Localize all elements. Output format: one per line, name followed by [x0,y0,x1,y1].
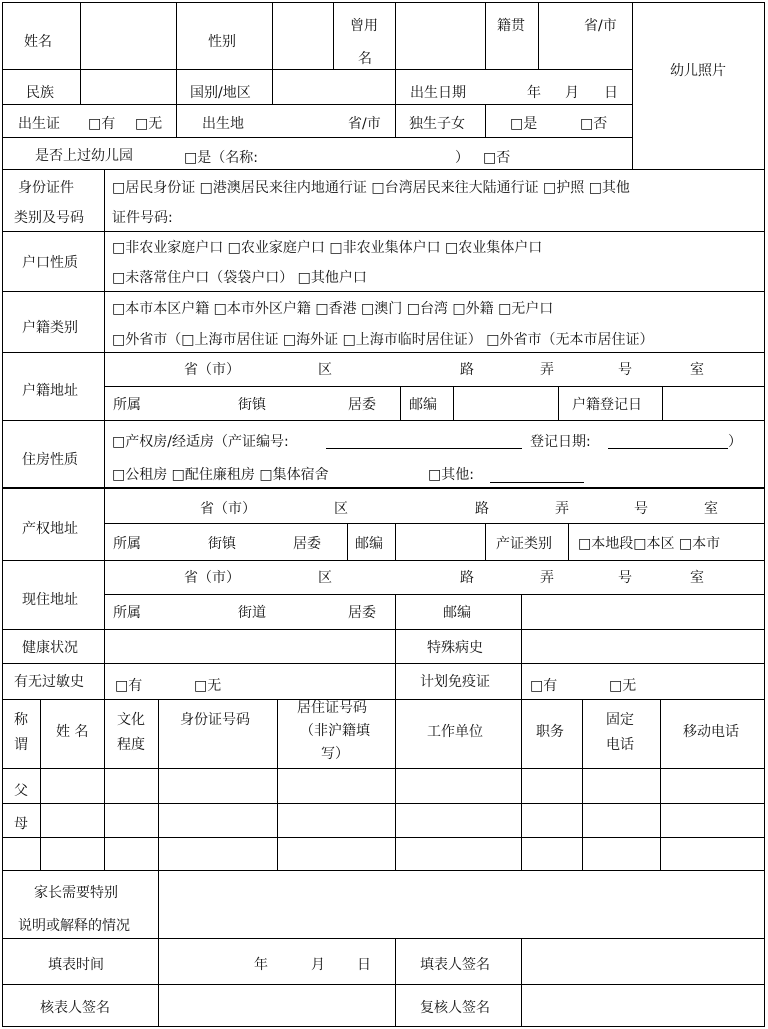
property-cert-type-label: 产证类别 [496,536,552,552]
checker-sign-label: 核表人签名 [40,1000,110,1016]
filler-sign-field[interactable] [522,939,763,983]
hukou-category-options-2[interactable]: □外省市（□上海市居住证 □海外证 □上海市临时居住证） □外省市（无本市居住证） [112,332,654,348]
notes-label: 家长需要特别 [34,885,118,901]
gender-label: 性别 [208,34,236,50]
birthplace-suffix: 省/市 [348,116,381,132]
housing-property-checkbox[interactable]: □产权房/经适房（产证编号: [112,434,289,450]
hukou-type-options-2[interactable]: □未落常住户口（袋袋户口） □其他户口 [112,270,367,286]
special-history-field[interactable] [522,630,763,662]
birth-day-label: 日 [604,85,618,101]
current-postcode-label: 邮编 [443,605,471,621]
family-col-education-2: 程度 [117,737,145,753]
id-number-label: 证件号码: [112,210,173,226]
property-address-label: 产权地址 [22,521,78,537]
allergy-no-checkbox[interactable]: □无 [194,678,222,694]
hukou-postcode-label: 邮编 [409,397,437,413]
current-address-label: 现住地址 [22,592,78,608]
current-district-label: 区 [318,570,332,586]
family-col-education: 文化 [117,712,145,728]
hukou-room-label: 室 [690,362,704,378]
allergy-label: 有无过敏史 [14,674,84,690]
photo-label: 幼儿照片 [670,63,726,79]
birth-cert-no-checkbox[interactable]: □无 [135,116,163,132]
family-col-title-2: 谓 [14,737,28,753]
checker-sign-field[interactable] [159,985,394,1025]
former-name-label: 曾用 [350,18,378,34]
property-road-label: 路 [475,501,489,517]
name-label: 姓名 [24,34,52,50]
current-room-label: 室 [690,570,704,586]
hukou-belong-label: 所属 [113,397,141,413]
current-belong-label: 所属 [113,605,141,621]
family-col-residence: 居住证号码 [297,700,367,716]
attended-kg-label: 是否上过幼儿园 [35,148,133,164]
former-name-label-2: 名 [358,51,372,67]
property-province-label: 省（市） [200,501,256,517]
name-field[interactable] [81,3,175,69]
reviewer-sign-label: 复核人签名 [420,1000,490,1016]
current-committee-label: 居委 [348,605,376,621]
fill-time-label: 填表时间 [48,957,104,973]
fill-day-label: 日 [357,957,371,973]
attended-kg-close-paren: ） [455,150,469,166]
id-type-options[interactable]: □居民身份证 □港澳居民来往内地通行证 □台湾居民来往大陆通行证 □护照 □其他 [112,180,630,196]
current-street-label: 街道 [238,605,266,621]
housing-other-options[interactable]: □公租房 □配住廉租房 □集体宿舍 [112,467,329,483]
native-place-label: 籍贯 [497,18,525,34]
vaccine-label: 计划免疫证 [420,674,490,690]
nationality-label: 国别/地区 [190,85,251,101]
health-label: 健康状况 [22,640,78,656]
attended-kg-yes-checkbox[interactable]: □是（名称: [184,150,258,166]
family-col-phone: 固定 [606,712,634,728]
hukou-category-label: 户籍类别 [22,320,78,336]
property-district-label: 区 [334,501,348,517]
property-committee-label: 居委 [293,536,321,552]
only-child-no-checkbox[interactable]: □否 [580,116,608,132]
ethnicity-label: 民族 [26,85,54,101]
reviewer-sign-field[interactable] [522,985,763,1025]
hukou-address-label: 户籍地址 [22,383,78,399]
hukou-lane-label: 弄 [540,362,554,378]
housing-reg-date-label: 登记日期: [530,434,591,450]
attended-kg-no-checkbox[interactable]: □否 [483,150,511,166]
property-town-label: 街镇 [208,536,236,552]
current-lane-label: 弄 [540,570,554,586]
property-cert-type-options[interactable]: □本地段□本区 □本市 [578,536,721,552]
family-mother-label: 母 [14,816,28,832]
former-name-field[interactable] [396,3,484,69]
property-number-label: 号 [634,501,648,517]
current-road-label: 路 [460,570,474,586]
notes-label-2: 说明或解释的情况 [18,918,130,934]
current-province-label: 省（市） [184,570,240,586]
property-postcode-field[interactable] [396,524,484,559]
family-col-name: 姓 名 [56,724,89,740]
family-col-id: 身份证号码 [180,712,250,728]
family-col-residence-3: 写） [321,746,349,762]
birth-date-label: 出生日期 [410,85,466,101]
family-col-phone-2: 电话 [606,737,634,753]
vaccine-yes-checkbox[interactable]: □有 [530,678,558,694]
hukou-district-label: 区 [318,362,332,378]
hukou-town-label: 街镇 [238,397,266,413]
gender-field[interactable] [273,3,332,69]
family-col-residence-2: （非沪籍填 [300,723,370,739]
family-col-title: 称 [14,712,28,728]
property-lane-label: 弄 [555,501,569,517]
housing-close-paren: ） [728,434,742,450]
birthplace-label: 出生地 [202,116,244,132]
hukou-road-label: 路 [460,362,474,378]
health-field[interactable] [105,630,394,662]
birth-year-label: 年 [527,85,541,101]
housing-label: 住房性质 [22,452,78,468]
hukou-reg-date-label: 户籍登记日 [572,397,642,413]
filler-sign-label: 填表人签名 [420,957,490,973]
notes-field[interactable] [159,871,763,937]
special-history-label: 特殊病史 [427,640,483,656]
photo-box[interactable] [633,3,764,169]
housing-other-checkbox[interactable]: □其他: [428,467,474,483]
fill-month-label: 月 [311,957,325,973]
property-postcode-label: 邮编 [355,536,383,552]
hukou-number-label: 号 [618,362,632,378]
housing-cert-number-field[interactable] [326,448,522,449]
birth-cert-label: 出生证 [18,116,60,132]
hukou-type-options-1[interactable]: □非农业家庭户口 □农业家庭户口 □非农业集体户口 □农业集体户口 [112,240,543,256]
property-room-label: 室 [704,501,718,517]
family-col-position: 职务 [536,724,564,740]
current-number-label: 号 [618,570,632,586]
hukou-category-options-1[interactable]: □本市本区户籍 □本市外区户籍 □香港 □澳门 □台湾 □外籍 □无户口 [112,301,554,317]
hukou-committee-label: 居委 [348,397,376,413]
property-belong-label: 所属 [113,536,141,552]
hukou-reg-date-field[interactable] [663,387,763,419]
family-col-work: 工作单位 [427,724,483,740]
family-father-label: 父 [14,783,28,799]
id-type-label-2: 类别及号码 [14,210,84,226]
birth-month-label: 月 [565,85,579,101]
native-place-suffix: 省/市 [584,18,617,34]
hukou-postcode-field[interactable] [454,387,557,419]
only-child-label: 独生子女 [409,116,465,132]
birth-cert-yes-checkbox[interactable]: □有 [88,116,116,132]
id-type-label: 身份证件 [18,180,74,196]
hukou-type-label: 户口性质 [22,255,78,271]
family-col-mobile: 移动电话 [683,724,739,740]
housing-other-field[interactable] [490,482,584,483]
current-postcode-field[interactable] [522,595,763,628]
hukou-province-label: 省（市） [184,362,240,378]
allergy-yes-checkbox[interactable]: □有 [115,678,143,694]
vaccine-no-checkbox[interactable]: □无 [609,678,637,694]
housing-reg-date-field[interactable] [608,448,728,449]
only-child-yes-checkbox[interactable]: □是 [510,116,538,132]
fill-year-label: 年 [254,957,268,973]
